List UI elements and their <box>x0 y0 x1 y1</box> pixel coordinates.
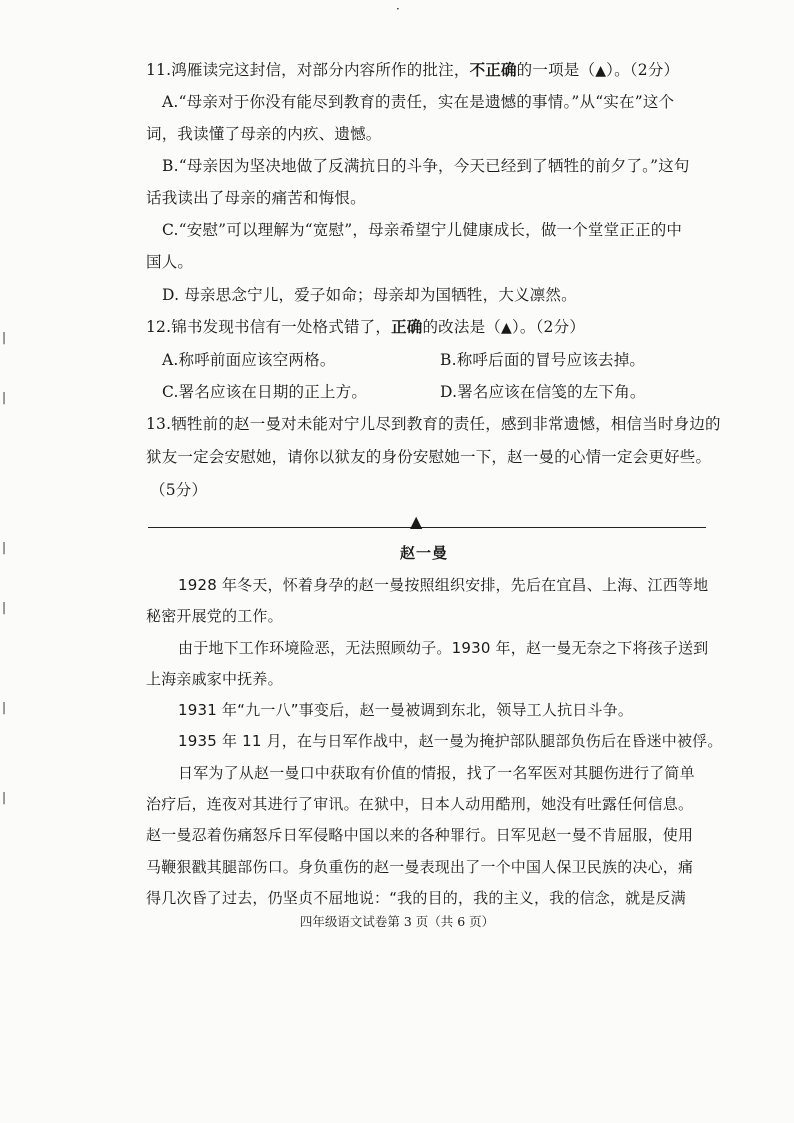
q11-stem-end: ）。（2分） <box>606 61 680 79</box>
q12-stem-emphasis: 正确 <box>391 317 423 336</box>
page-footer: 四年级语文试卷第 3 页（共 6 页） <box>299 914 495 929</box>
binding-mark: | <box>2 600 7 614</box>
q13-line1: 13.牺牲前的赵一曼对未能对宁儿尽到教育的责任，感到非常遗憾，相信当时身边的 <box>146 415 721 433</box>
q11-option-a-line2: 词，我读懂了母亲的内疚、遗憾。 <box>146 125 382 143</box>
q12-stem-post: 的改法是（ <box>422 318 501 336</box>
story-p5-line1: 日军为了从赵一曼口中获取有价值的情报，找了一名军医对其腿伤进行了简单 <box>178 764 695 782</box>
story-p5-line3: 赵一曼忍着伤痛怒斥日军侵略中国以来的各种罪行。日军见赵一曼不肯屈服，使用 <box>146 826 694 844</box>
story-p5-line5: 得几次昏了过去，仍坚贞不屈地说：“我的目的，我的主义，我的信念，就是反满 <box>146 889 686 907</box>
q11-option-d: D. 母亲思念宁儿，爱子如命；母亲却为国牺牲，大义凛然。 <box>162 286 577 304</box>
binding-mark: | <box>2 390 7 404</box>
story-p4: 1935 年 11 月，在与日军作战中，赵一曼为掩护部队腿部负伤后在昏迷中被俘。 <box>178 732 723 750</box>
binding-mark: | <box>2 540 7 554</box>
q11-stem <box>146 60 679 81</box>
q11-option-a-line1: A.“母亲对于你没有能尽到教育的责任，实在是遗憾的事情。”从“实在”这个 <box>162 93 675 111</box>
story-p3: 1931 年“九一八”事变后，赵一曼被调到东北，领导工人抗日斗争。 <box>178 701 634 719</box>
q11-stem-post: 的一项是（ <box>516 61 596 79</box>
q11-stem-emphasis: 不正确 <box>469 60 517 79</box>
q12-option-c: C.署名应该在日期的正上方。 <box>162 383 368 401</box>
q12-answer-triangle: ▲ <box>500 320 512 336</box>
q11-option-c-line2: 国人。 <box>146 253 194 271</box>
q12-option-d: D.署名应该在信笺的左下角。 <box>440 383 646 401</box>
binding-mark: | <box>2 700 7 714</box>
story-p2-line2: 上海亲戚家中抚养。 <box>146 670 283 688</box>
top-dot: · <box>396 2 400 16</box>
binding-mark: | <box>2 790 7 804</box>
q11-answer-triangle: ▲ <box>595 63 607 79</box>
q13-answer-triangle: ▲ <box>410 512 423 531</box>
binding-mark: | <box>2 330 7 344</box>
q11-option-c-line1: C.“安慰”可以理解为“宽慰”，母亲希望宁儿健康成长，做一个堂堂正正的中 <box>162 221 683 239</box>
q11-stem-pre: 11.鸿雁读完这封信，对部分内容所作的批注， <box>146 61 470 79</box>
story-p5-line4: 马鞭狠戳其腿部伤口。身负重伤的赵一曼表现出了一个中国人保卫民族的决心，痛 <box>146 858 694 876</box>
answer-line <box>148 527 706 528</box>
q12-option-a: A.称呼前面应该空两格。 <box>162 351 336 369</box>
story-title: 赵一曼 <box>400 544 449 562</box>
story-p1-line2: 秘密开展党的工作。 <box>146 607 283 625</box>
story-p1-line1: 1928 年冬天，怀着身孕的赵一曼按照组织安排，先后在宜昌、上海、江西等地 <box>178 576 709 594</box>
q12-option-b: B.称呼后面的冒号应该去掉。 <box>440 351 646 369</box>
q13-line2: 狱友一定会安慰她，请你以狱友的身份安慰她一下，赵一曼的心情一定会更好些。 <box>146 448 712 466</box>
story-p5-line2: 治疗后，连夜对其进行了审讯。在狱中，日本人动用酷刑，她没有吐露任何信息。 <box>146 795 694 813</box>
q12-stem-pre: 12.锦书发现书信有一处格式错了， <box>146 318 392 336</box>
q11-option-b-line1: B.“母亲因为坚决地做了反满抗日的斗争，今天已经到了牺牲的前夕了。”这句 <box>162 157 690 175</box>
story-p2-line1: 由于地下工作环境险恶，无法照顾幼子。1930 年，赵一曼无奈之下将孩子送到 <box>178 639 709 657</box>
q13-score: （5分） <box>150 481 208 499</box>
q11-option-b-line2: 话我读出了母亲的痛苦和悔恨。 <box>146 189 366 207</box>
q12-stem <box>146 317 585 338</box>
q12-stem-end: ）。（2分） <box>511 318 586 336</box>
